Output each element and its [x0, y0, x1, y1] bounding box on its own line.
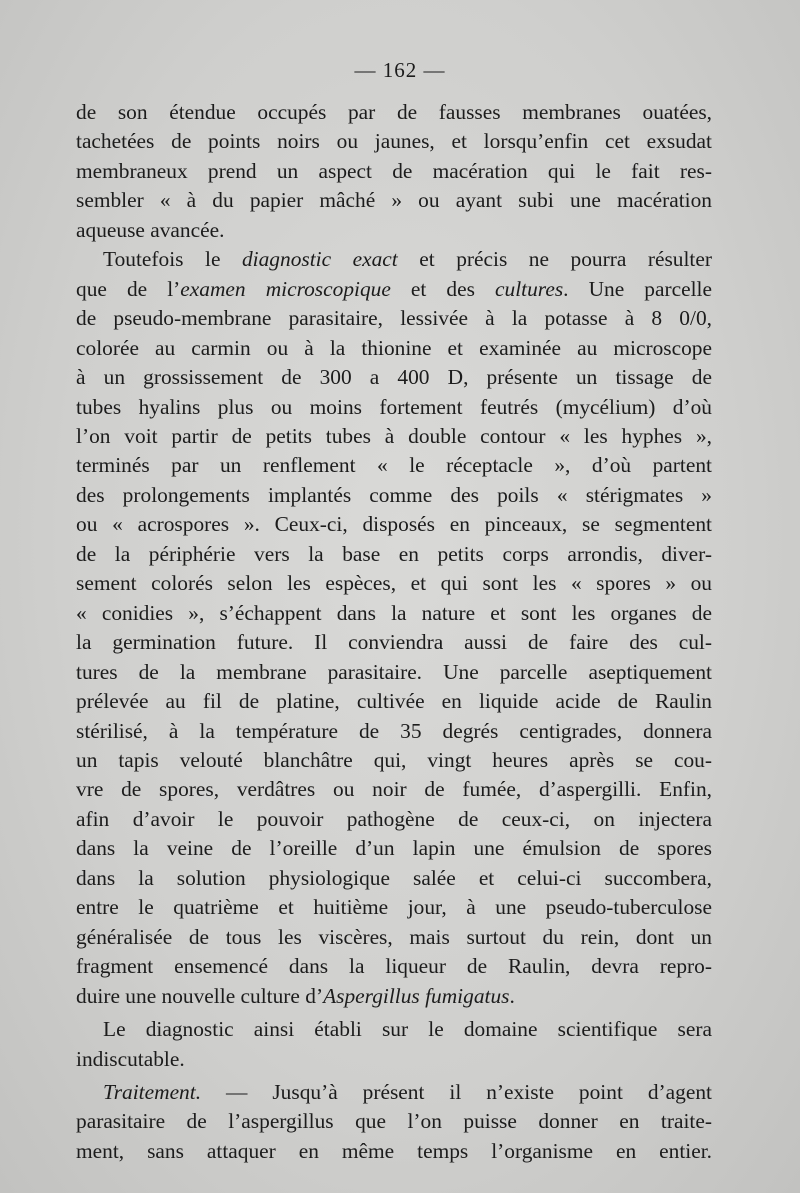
text-line: membraneux prend un aspect de macération qui le fait res- — [76, 158, 712, 183]
text-line: de pseudo-membrane parasitaire, lessivée à la potasse à 8 0/0, — [76, 306, 712, 331]
text-line: stérilisé, à la température de 35 degrés centigrades, donnera — [76, 718, 712, 743]
text-line: généralisée de tous les viscères, mais surtout du rein, dont un — [76, 924, 712, 949]
text-line: tachetées de points noirs ou jaunes, et lorsqu’enfin cet exsudat — [76, 129, 712, 154]
text-run: que de l’ — [76, 276, 181, 301]
text-line: entre le quatrième et huitième jour, à une pseudo-tuberculose — [76, 895, 712, 920]
text-line: « conidies », s’échappent dans la nature et sont les organes de — [76, 600, 712, 625]
section-heading-inline: Traitement. — [103, 1079, 202, 1104]
text-line: sement colorés selon les espèces, et qui sont les « spores » ou — [76, 571, 712, 596]
body-text — [76, 98, 712, 1166]
text-line: de la périphérie vers la base en petits corps arrondis, diver- — [76, 541, 712, 566]
text-line: la germination future. Il conviendra aussi de faire des cul- — [76, 630, 712, 655]
paragraph-conclusion — [76, 1015, 712, 1074]
text-line: sembler « à du papier mâché » ou ayant subi une macération — [76, 188, 712, 213]
page-number: — 162 — — [354, 58, 446, 82]
italic-term: diagnostic exact — [241, 247, 398, 272]
text-line: dans la solution physiologique salée et celui-ci succombera, — [76, 865, 712, 890]
text-line: l’on voit partir de petits tubes à double contour « les hyphes », — [76, 423, 712, 448]
text-line: terminés par un renflement « le réceptacle », d’où partent — [76, 453, 712, 478]
text-line: vre de spores, verdâtres ou noir de fumée, d’aspergilli. Enfin, — [76, 777, 712, 802]
text-line: à un grossissement de 300 a 400 D, présente un tissage de — [76, 365, 712, 390]
paragraph-continuation — [76, 98, 712, 245]
text-line: parasitaire de l’aspergillus que l’on puisse donner en traite- — [76, 1109, 712, 1134]
text-line: un tapis velouté blanchâtre qui, vingt heures après se cou- — [76, 747, 712, 772]
italic-term: examen microscopique — [180, 276, 391, 301]
text-line: dans la veine de l’oreille d’un lapin une émulsion de spores — [76, 836, 712, 861]
text-line: afin d’avoir le pouvoir pathogène de ceux-ci, on injectera — [76, 806, 712, 831]
text-line: tures de la membrane parasitaire. Une parcelle aseptiquement — [76, 659, 712, 684]
paragraph-treatment — [76, 1078, 712, 1166]
text-line: aqueuse avancée. — [76, 217, 225, 242]
text-run: . — [509, 983, 515, 1008]
text-line — [76, 1078, 712, 1107]
text-line: ment, sans attaquer en même temps l’organisme en entier. — [76, 1138, 712, 1163]
italic-term: cultures — [495, 276, 564, 301]
text-line: des prolongements implantés comme des poils « stérigmates » — [76, 482, 712, 507]
text-line: Le diagnostic ainsi établi sur le domaine scientifique sera — [103, 1017, 712, 1042]
text-line: tubes hyalins plus ou moins fortement feutrés (mycélium) d’où — [76, 394, 712, 419]
text-run: duire une nouvelle culture d’ — [76, 983, 324, 1008]
text-run: . Une parcelle — [563, 276, 712, 301]
text-line — [76, 275, 712, 304]
text-line: ou « acrospores ». Ceux-ci, disposés en pinceaux, se segmentent — [76, 512, 712, 537]
text-line: prélevée au fil de platine, cultivée en liquide acide de Raulin — [76, 689, 712, 714]
text-line — [76, 982, 712, 1011]
text-line: de son étendue occupés par de fausses membranes ouatées, — [76, 100, 712, 124]
text-run: Toutefois le — [103, 247, 242, 272]
text-line — [76, 245, 712, 274]
text-line: colorée au carmin ou à la thionine et examinée au microscope — [76, 335, 712, 360]
italic-term: Aspergillus fumigatus — [323, 983, 510, 1008]
text-run: — Jusqu’à présent il n’existe point d’agent — [201, 1079, 712, 1104]
text-run: et précis ne pourra résulter — [397, 247, 712, 272]
paragraph-diagnostic — [76, 245, 712, 1011]
text-run: et des — [390, 276, 496, 301]
text-line: fragment ensemencé dans la liqueur de Raulin, devra repro- — [76, 954, 712, 979]
text-line: indiscutable. — [76, 1046, 185, 1071]
